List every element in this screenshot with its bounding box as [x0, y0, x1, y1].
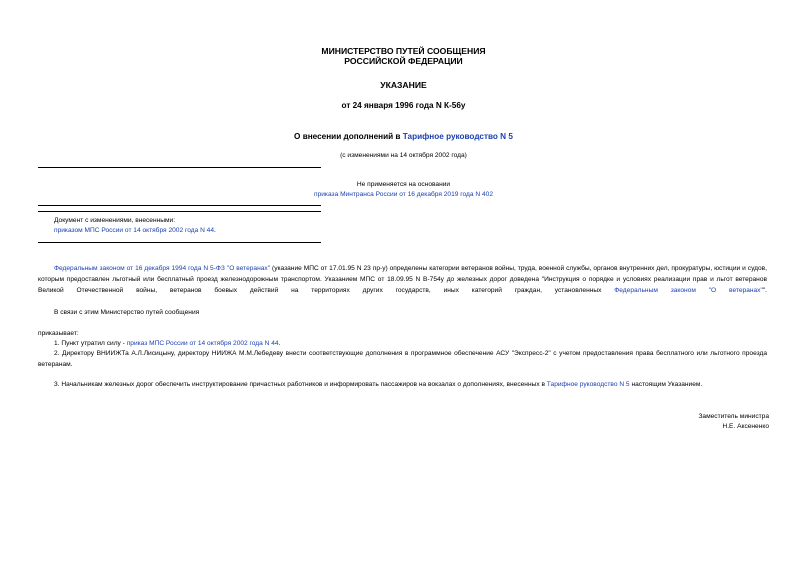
divider	[38, 211, 321, 212]
order-item-1	[54, 339, 280, 348]
signature-name: Н.Е. Аксененко	[722, 423, 769, 430]
ministry-line-2: РОССИЙСКОЙ ФЕДЕРАЦИИ	[344, 56, 463, 66]
paragraph-veterans-law	[38, 263, 767, 307]
order-item-3	[54, 380, 702, 389]
revision-note: (с изменениями на 14 октября 2002 года)	[340, 152, 467, 159]
document-title	[0, 132, 807, 141]
status-link[interactable]: приказа Минтранса России от 16 декабря 2019 года N 402	[314, 191, 493, 198]
order-item-2: 2. Директору ВНИИЖТа А.Л.Лисицыну, директору НИИЖА М.М.Лебедеву внести соответствующие дополнения в программное обеспечение АСУ "Экспресс-2" с учетом предоставления права бесплатного или льготного проезда ветеранам.	[38, 350, 767, 368]
paragraph-text-2: ".	[762, 287, 767, 294]
paragraph-ministry: В связи с этим Министерство путей сообщения	[54, 309, 200, 316]
veterans-law-link-2[interactable]: Федеральным законом "О ветеранах"	[614, 287, 763, 294]
changes-tail: .	[214, 227, 216, 234]
ministry-name	[0, 46, 807, 66]
veterans-law-link-1[interactable]: Федеральным законом от 16 декабря 1994 года N 5-ФЗ "О ветеранах"	[54, 265, 271, 272]
orders-label: приказывает:	[38, 330, 79, 337]
order-item-1-text: 1. Пункт утратил силу -	[54, 340, 127, 347]
order-item-1-link[interactable]: приказ МПС России от 14 октября 2002 года N 44	[126, 340, 279, 347]
divider	[38, 205, 321, 206]
changes-link[interactable]: приказом МПС России от 14 октября 2002 года N 44	[54, 227, 215, 234]
title-link-tariff-guide[interactable]: Тарифное руководство N 5	[402, 132, 513, 141]
status-line: Не применяется на основании	[356, 181, 451, 188]
ministry-line-1: МИНИСТЕРСТВО ПУТЕЙ СООБЩЕНИЯ	[321, 46, 486, 56]
divider	[38, 242, 321, 243]
changes-entry	[54, 226, 216, 235]
order-item-3-tail: настоящим Указанием.	[629, 381, 703, 388]
document-date-number: от 24 января 1996 года N К-56у	[341, 101, 466, 110]
order-item-1-tail: .	[278, 340, 281, 347]
paragraph-text-1: (указание МПС от 17.01.95 N 23 пр-у) определены категории ветеранов войны, труда, военной службы, органов внутренних дел, прокуратуры, юстиции и судов, которым предоставлен льготный или бесплатный проезд железнодорожным транспортом. Указанием МПС от 18.09.95 N В-754у до железных дорог доведена "Инструкция о порядке и условиях реализации прав и льгот ветеранов Великой Отечественной войны, ветеранов боевых действий на территориях других государств, иных категорий граждан, установленных	[38, 265, 767, 294]
order-item-3-link[interactable]: Тарифное руководство N 5	[546, 381, 630, 388]
title-prefix: О внесении дополнений в	[294, 132, 403, 141]
order-item-3-text: 3. Начальникам железных дорог обеспечить инструктирование причастных работников и информировать пассажиров на вокзалах о дополнениях, внесенных в	[54, 381, 547, 388]
divider	[38, 167, 321, 168]
signature-position: Заместитель министра	[698, 413, 769, 420]
document-type: УКАЗАНИЕ	[380, 80, 427, 90]
changes-label: Документ с изменениями, внесенными:	[54, 217, 176, 224]
